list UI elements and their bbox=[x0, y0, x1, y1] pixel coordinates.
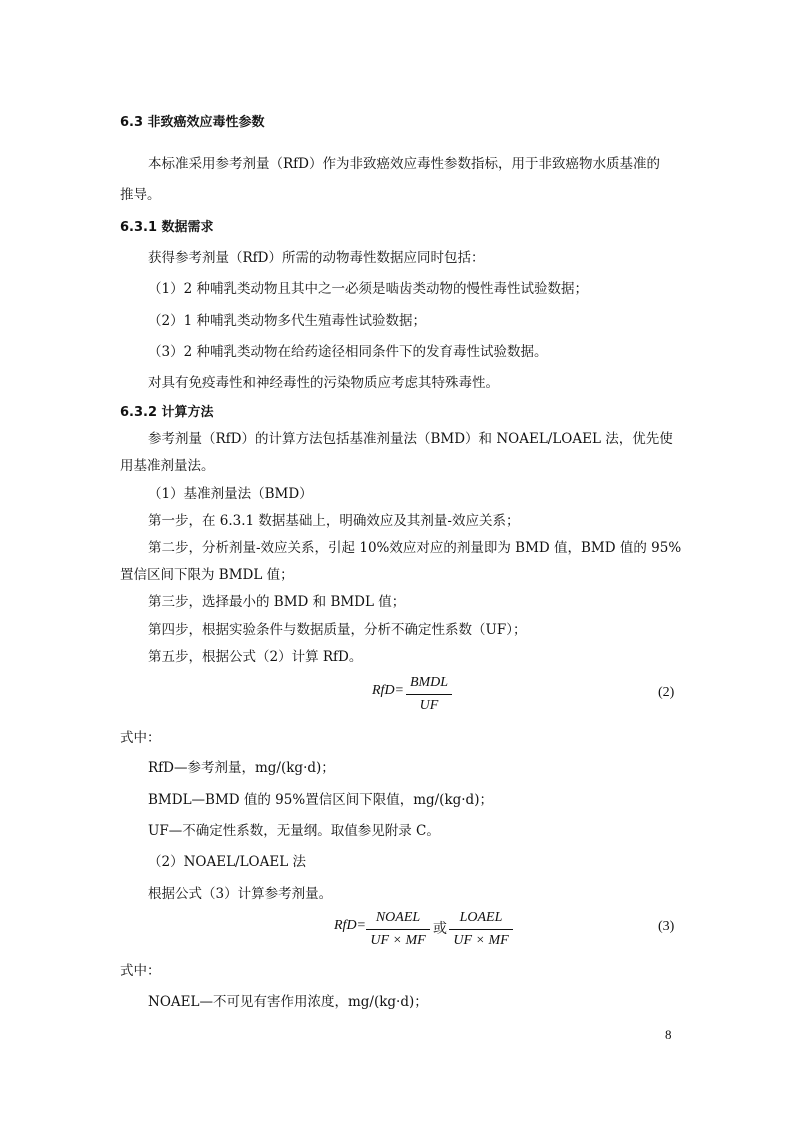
subsection-heading-data: 6.3.1 数据需求 bbox=[120, 220, 214, 235]
where-definition: RfD—参考剂量，mg/(kg·d)； bbox=[148, 760, 335, 776]
formula-3-numerator-2: LOAEL bbox=[459, 910, 503, 925]
noael-heading: （2）NOAEL/LOAEL 法 bbox=[148, 854, 306, 870]
formula-2-number: (2) bbox=[658, 685, 675, 700]
formula-3-numerator-1: NOAEL bbox=[375, 910, 421, 925]
fraction-bar bbox=[406, 694, 452, 695]
formula-2-denominator: UF bbox=[419, 698, 439, 713]
method-step: 第一步，在 6.3.1 数据基础上，明确效应及其剂量-效应关系； bbox=[148, 513, 520, 529]
formula-2-lhs: RfD= bbox=[372, 683, 404, 698]
method-step: 第四步，根据实验条件与数据质量，分析不确定性系数（UF）； bbox=[148, 622, 527, 638]
data-req-note: 对具有免疫毒性和神经毒性的污染物质应考虑其特殊毒性。 bbox=[148, 375, 499, 391]
page-number: 8 bbox=[665, 1027, 672, 1042]
method-step: 第三步，选择最小的 BMD 和 BMDL 值； bbox=[148, 594, 406, 610]
intro-line-2: 推导。 bbox=[120, 187, 161, 203]
method-step: 第五步，根据公式（2）计算 RfD。 bbox=[148, 649, 363, 665]
where-label: 式中： bbox=[120, 730, 161, 746]
data-req-item: （1）2 种哺乳类动物且其中之一必须是啮齿类动物的慢性毒性试验数据； bbox=[148, 281, 588, 297]
formula-2-fraction bbox=[406, 674, 452, 715]
formula-3-fraction-1 bbox=[366, 909, 430, 950]
where-label: 式中： bbox=[120, 963, 161, 979]
noael-line: 根据公式（3）计算参考剂量。 bbox=[148, 886, 333, 902]
subsection-heading-method: 6.3.2 计算方法 bbox=[120, 405, 214, 420]
data-req-item: （3）2 种哺乳类动物在给药途径相同条件下的发育毒性试验数据。 bbox=[148, 344, 548, 360]
method-step: 置信区间下限为 BMDL 值； bbox=[120, 567, 294, 583]
method-line: 用基准剂量法。 bbox=[120, 458, 215, 474]
intro-line-1: 本标准采用参考剂量（RfD）作为非致癌效应毒性参数指标，用于非致癌物水质基准的 bbox=[148, 156, 660, 172]
where-definition: UF—不确定性系数，无量纲。取值参见附录 C。 bbox=[148, 823, 440, 839]
formula-3-denominator-1: UF × MF bbox=[370, 933, 426, 948]
formula-3-denominator-2: UF × MF bbox=[453, 933, 509, 948]
section-heading: 6.3 非致癌效应毒性参数 bbox=[120, 115, 265, 130]
formula-2-numerator: BMDL bbox=[409, 675, 449, 690]
formula-3-fraction-2 bbox=[449, 909, 513, 950]
formula-3-or: 或 bbox=[433, 921, 447, 937]
fraction-bar bbox=[366, 929, 430, 930]
data-req-line: 获得参考剂量（RfD）所需的动物毒性数据应同时包括： bbox=[148, 250, 485, 266]
where-definition: NOAEL—不可见有害作用浓度，mg/(kg·d)； bbox=[148, 994, 428, 1010]
formula-3-number: (3) bbox=[658, 919, 675, 934]
where-definition: BMDL—BMD 值的 95%置信区间下限值，mg/(kg·d)； bbox=[148, 792, 493, 808]
method-line: 参考剂量（RfD）的计算方法包括基准剂量法（BMD）和 NOAEL/LOAEL 法，优先使 bbox=[148, 431, 673, 447]
fraction-bar bbox=[449, 929, 513, 930]
formula-3-lhs: RfD= bbox=[334, 918, 366, 933]
method-step: 第二步，分析剂量-效应关系，引起 10%效应对应的剂量即为 BMD 值，BMD 值的 95% bbox=[148, 540, 682, 556]
method-bmd-heading: （1）基准剂量法（BMD） bbox=[148, 486, 313, 502]
data-req-item: （2）1 种哺乳类动物多代生殖毒性试验数据； bbox=[148, 313, 426, 329]
